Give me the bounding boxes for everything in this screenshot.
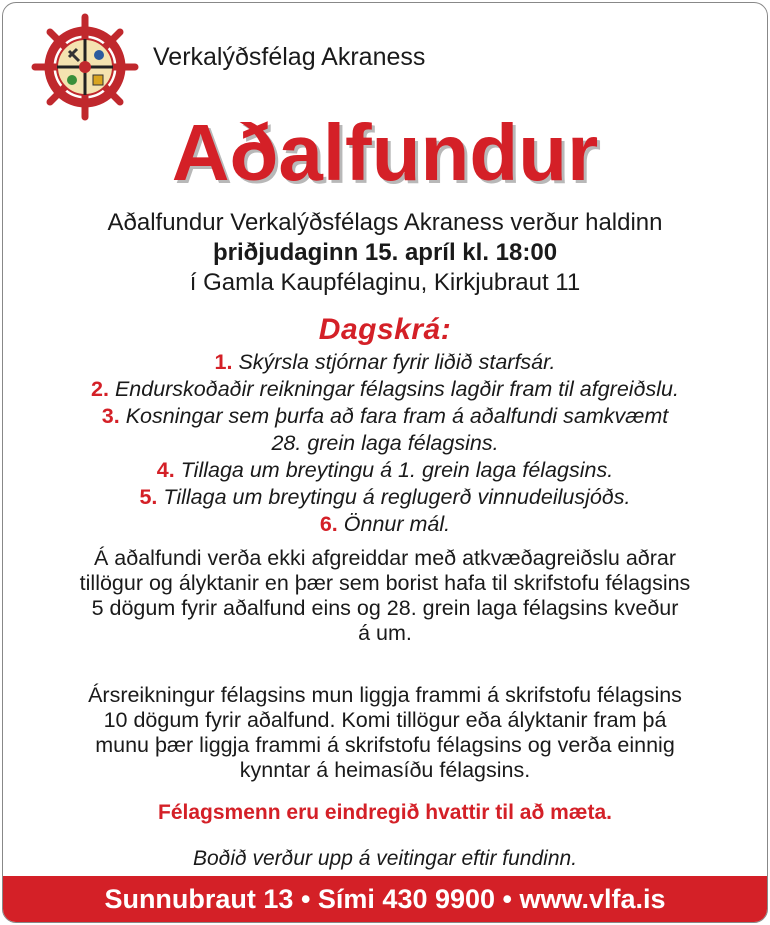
agenda-item-number: 3.	[101, 404, 120, 428]
attendance-notice: Félagsmenn eru eindregið hvattir til að mæta.	[158, 801, 612, 824]
agenda-item-text: Skýrsla stjórnar fyrir liðið starfsár.	[238, 350, 556, 374]
intro	[3, 208, 767, 298]
organization-name: Verkalýðsfélag Akraness	[153, 43, 426, 71]
paragraph-line: 5 dögum fyrir aðalfund eins og 28. grein laga félagsins kveður	[91, 596, 679, 620]
paragraph-line: Ársreikningur félagsins mun liggja frammi á skrifstofu félagsins	[88, 683, 682, 707]
agenda-item-text: Önnur mál.	[343, 512, 451, 536]
paragraph-accounts	[23, 683, 747, 783]
paragraph-line: kynntar á heimasíðu félagsins.	[239, 758, 531, 782]
agenda-item	[3, 511, 767, 538]
agenda-item	[3, 376, 767, 403]
paragraph-line: á um.	[358, 621, 412, 645]
agenda-list	[3, 349, 767, 538]
agenda-item-text: Endurskoðaðir reikningar félagsins lagðir fram til afgreiðslu.	[114, 377, 679, 401]
ship-wheel-logo-icon	[31, 13, 139, 121]
advertisement	[2, 2, 768, 923]
header	[3, 3, 767, 113]
intro-line: Aðalfundur Verkalýðsfélags Akraness verður haldinn	[107, 209, 663, 236]
paragraph-line: tillögur og ályktanir en þær sem borist hafa til skrifstofu félagsins	[79, 571, 691, 595]
agenda-item-text: Tillaga um breytingu á 1. grein laga félagsins.	[180, 458, 614, 482]
agenda-item	[3, 349, 767, 376]
agenda-item	[3, 484, 767, 511]
agenda-item	[3, 457, 767, 484]
paragraph-line: Á aðalfundi verða ekki afgreiddar með atkvæðagreiðslu aðrar	[93, 546, 677, 570]
refreshments-note: Boðið verður upp á veitingar eftir fundinn.	[192, 847, 578, 870]
agenda-heading: Dagskrá:	[318, 313, 452, 346]
agenda-item-number: 6.	[319, 512, 338, 536]
agenda-item-number: 4.	[156, 458, 175, 482]
agenda-item-number: 5.	[139, 485, 158, 509]
footer-contact: Sunnubraut 13 • Sími 430 9900 • www.vlfa.is	[3, 876, 767, 922]
paragraph-line: munu þær liggja frammi á skrifstofu félagsins og verða einnig	[95, 733, 675, 757]
agenda-item-text: Kosningar sem þurfa að fara fram á aðalfundi samkvæmt	[125, 404, 669, 428]
paragraph-line: 10 dögum fyrir aðalfund. Komi tillögur eða ályktanir fram þá	[103, 708, 667, 732]
meeting-location: í Gamla Kaupfélaginu, Kirkjubraut 11	[189, 269, 581, 296]
agenda-item-text: 28. grein laga félagsins.	[271, 431, 499, 455]
paragraph-proposals	[23, 546, 747, 646]
agenda-item-text: Tillaga um breytingu á reglugerð vinnudeilusjóðs.	[163, 485, 631, 509]
agenda-item	[3, 403, 767, 457]
meeting-datetime: þriðjudaginn 15. apríl kl. 18:00	[212, 239, 558, 266]
agenda-item-number: 2.	[91, 377, 109, 401]
agenda-item-number: 1.	[214, 350, 233, 374]
page-title: Aðalfundur	[171, 108, 599, 197]
